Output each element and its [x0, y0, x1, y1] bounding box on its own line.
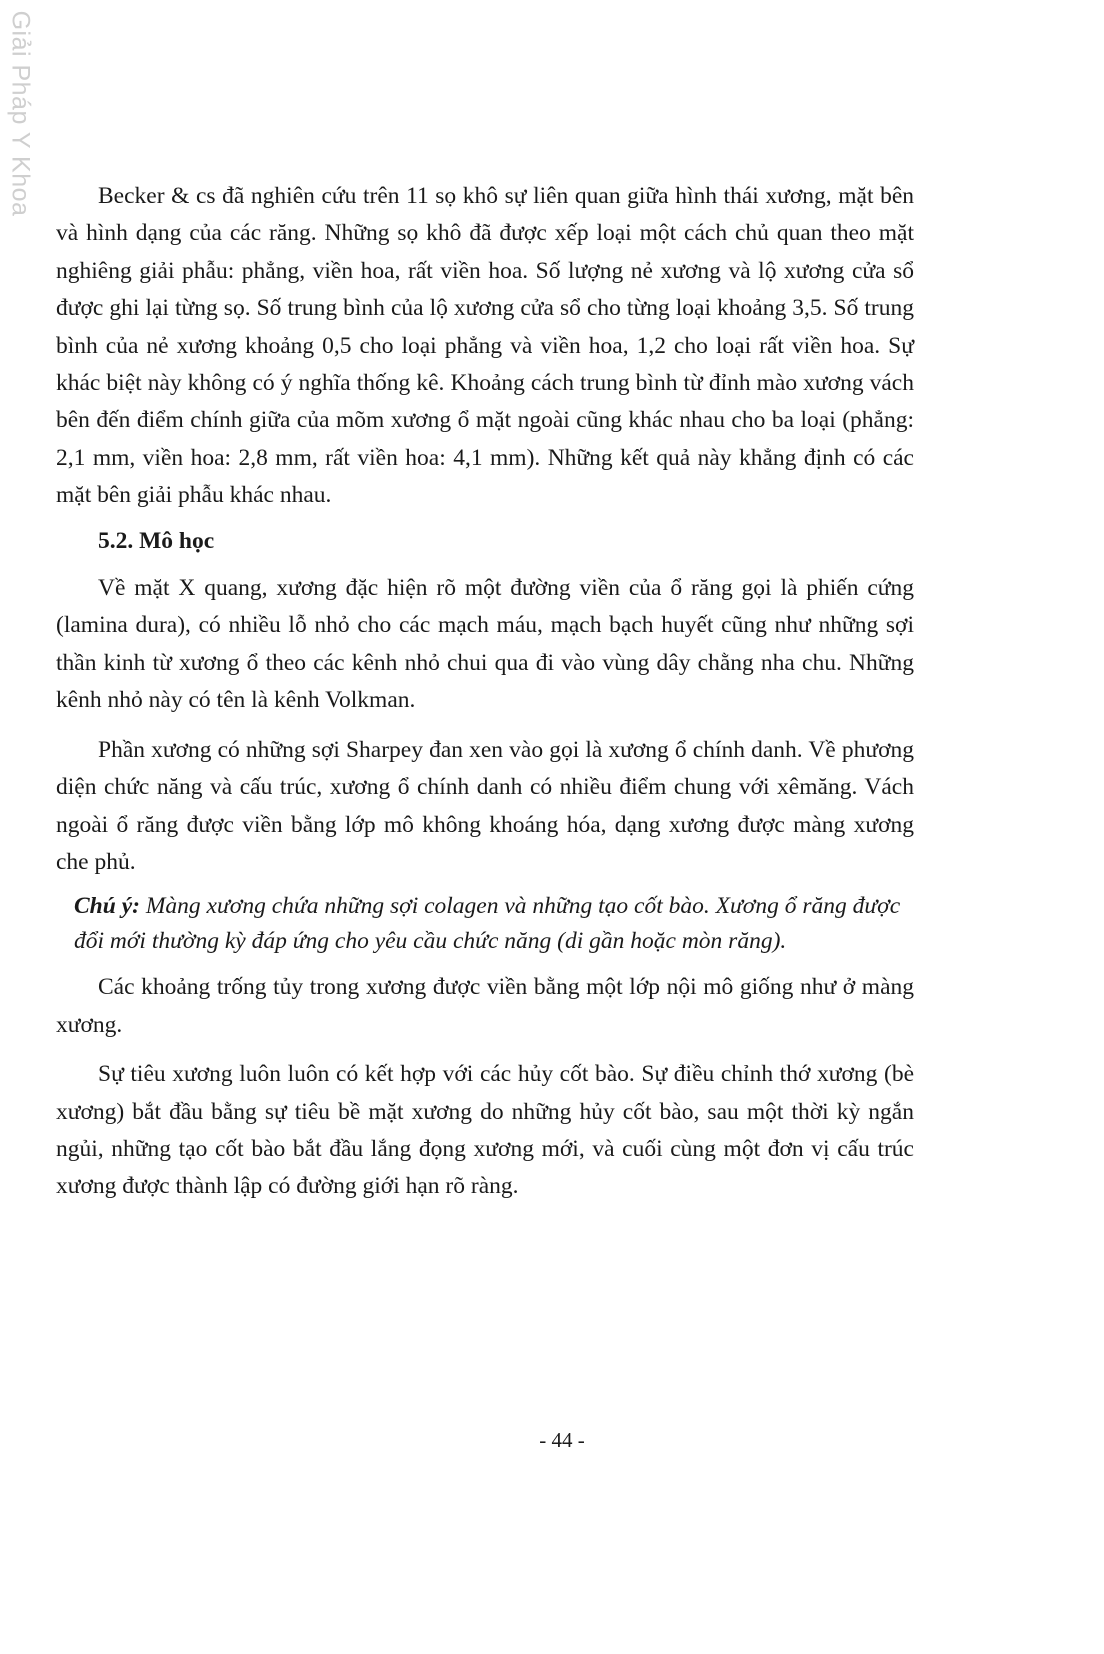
paragraph-x-ray: Về mặt X quang, xương đặc hiện rõ một đường viền của ổ răng gọi là phiến cứng (lamina dura), có nhiều lỗ nhỏ cho các mạch máu, mạch bạch huyết cũng như những sợi thần kinh từ xương ổ theo các kênh nhỏ chui qua đi vào vùng dây chằng nha chu. Những kênh nhỏ này có tên là kênh Volkman. — [56, 575, 914, 714]
paragraph-sharpey: Phần xương có những sợi Sharpey đan xen vào gọi là xương ổ chính danh. Về phương diện chức năng và cấu trúc, xương ổ chính danh có nhiều điểm chung với xêmăng. Vách ngoài ổ răng được viền bằng lớp mô không khoáng hóa, dạng xương được màng xương che phủ. — [56, 736, 914, 875]
watermark — [2, 8, 38, 218]
section-heading: 5.2. Mô học — [98, 527, 215, 554]
page-body — [56, 178, 914, 1206]
note-text: Màng xương chứa những sợi colagen và những tạo cốt bào. Xương ổ răng được đổi mới thường kỳ đáp ứng cho yêu cầu chức năng (di gần hoặc mòn răng). — [74, 893, 901, 955]
note-block — [74, 889, 914, 959]
paragraph-marrow-spaces: Các khoảng trống tủy trong xương được viền bằng một lớp nội mô giống như ở màng xương. — [56, 974, 914, 1038]
page-number-text: - 44 - — [539, 1428, 585, 1452]
paragraph-becker-study: Becker & cs đã nghiên cứu trên 11 sọ khô sự liên quan giữa hình thái xương, mặt bên và hình dạng của các răng. Những sọ khô đã được xếp loại một cách chủ quan theo mặt nghiêng giải phẫu: phẳng, viền hoa, rất viền hoa. Số lượng nẻ xương và lộ xương cửa sổ được ghi lại từng sọ. Số trung bình của lộ xương cửa sổ cho từng loại khoảng 3,5. Số trung bình của nẻ xương khoảng 0,5 cho loại phẳng và viền hoa, 1,2 cho loại rất viền hoa. Sự khác biệt này không có ý nghĩa thống kê. Khoảng cách trung bình từ đỉnh mào xương vách bên đến điểm chính giữa của mõm xương ổ mặt ngoài cũng khác nhau cho ba loại (phẳng: 2,1 mm, viền hoa: 2,8 mm, rất viền hoa: 4,1 mm). Những kết quả này khẳng định có các mặt bên giải phẫu khác nhau. — [56, 183, 914, 509]
paragraph-bone-resorption: Sự tiêu xương luôn luôn có kết hợp với các hủy cốt bào. Sự điều chỉnh thớ xương (bè xương) bắt đầu bằng sự tiêu bề mặt xương do những hủy cốt bào, sau một thời kỳ ngắn ngủi, những tạo cốt bào bắt đầu lắng đọng xương mới, và cuối cùng một đơn vị cấu trúc xương được thành lập có đường giới hạn rõ ràng. — [56, 1061, 914, 1200]
watermark-text: Giải Pháp Y Khoa — [6, 10, 35, 216]
page-number — [0, 1428, 1104, 1453]
note-label: Chú ý: — [74, 893, 140, 920]
